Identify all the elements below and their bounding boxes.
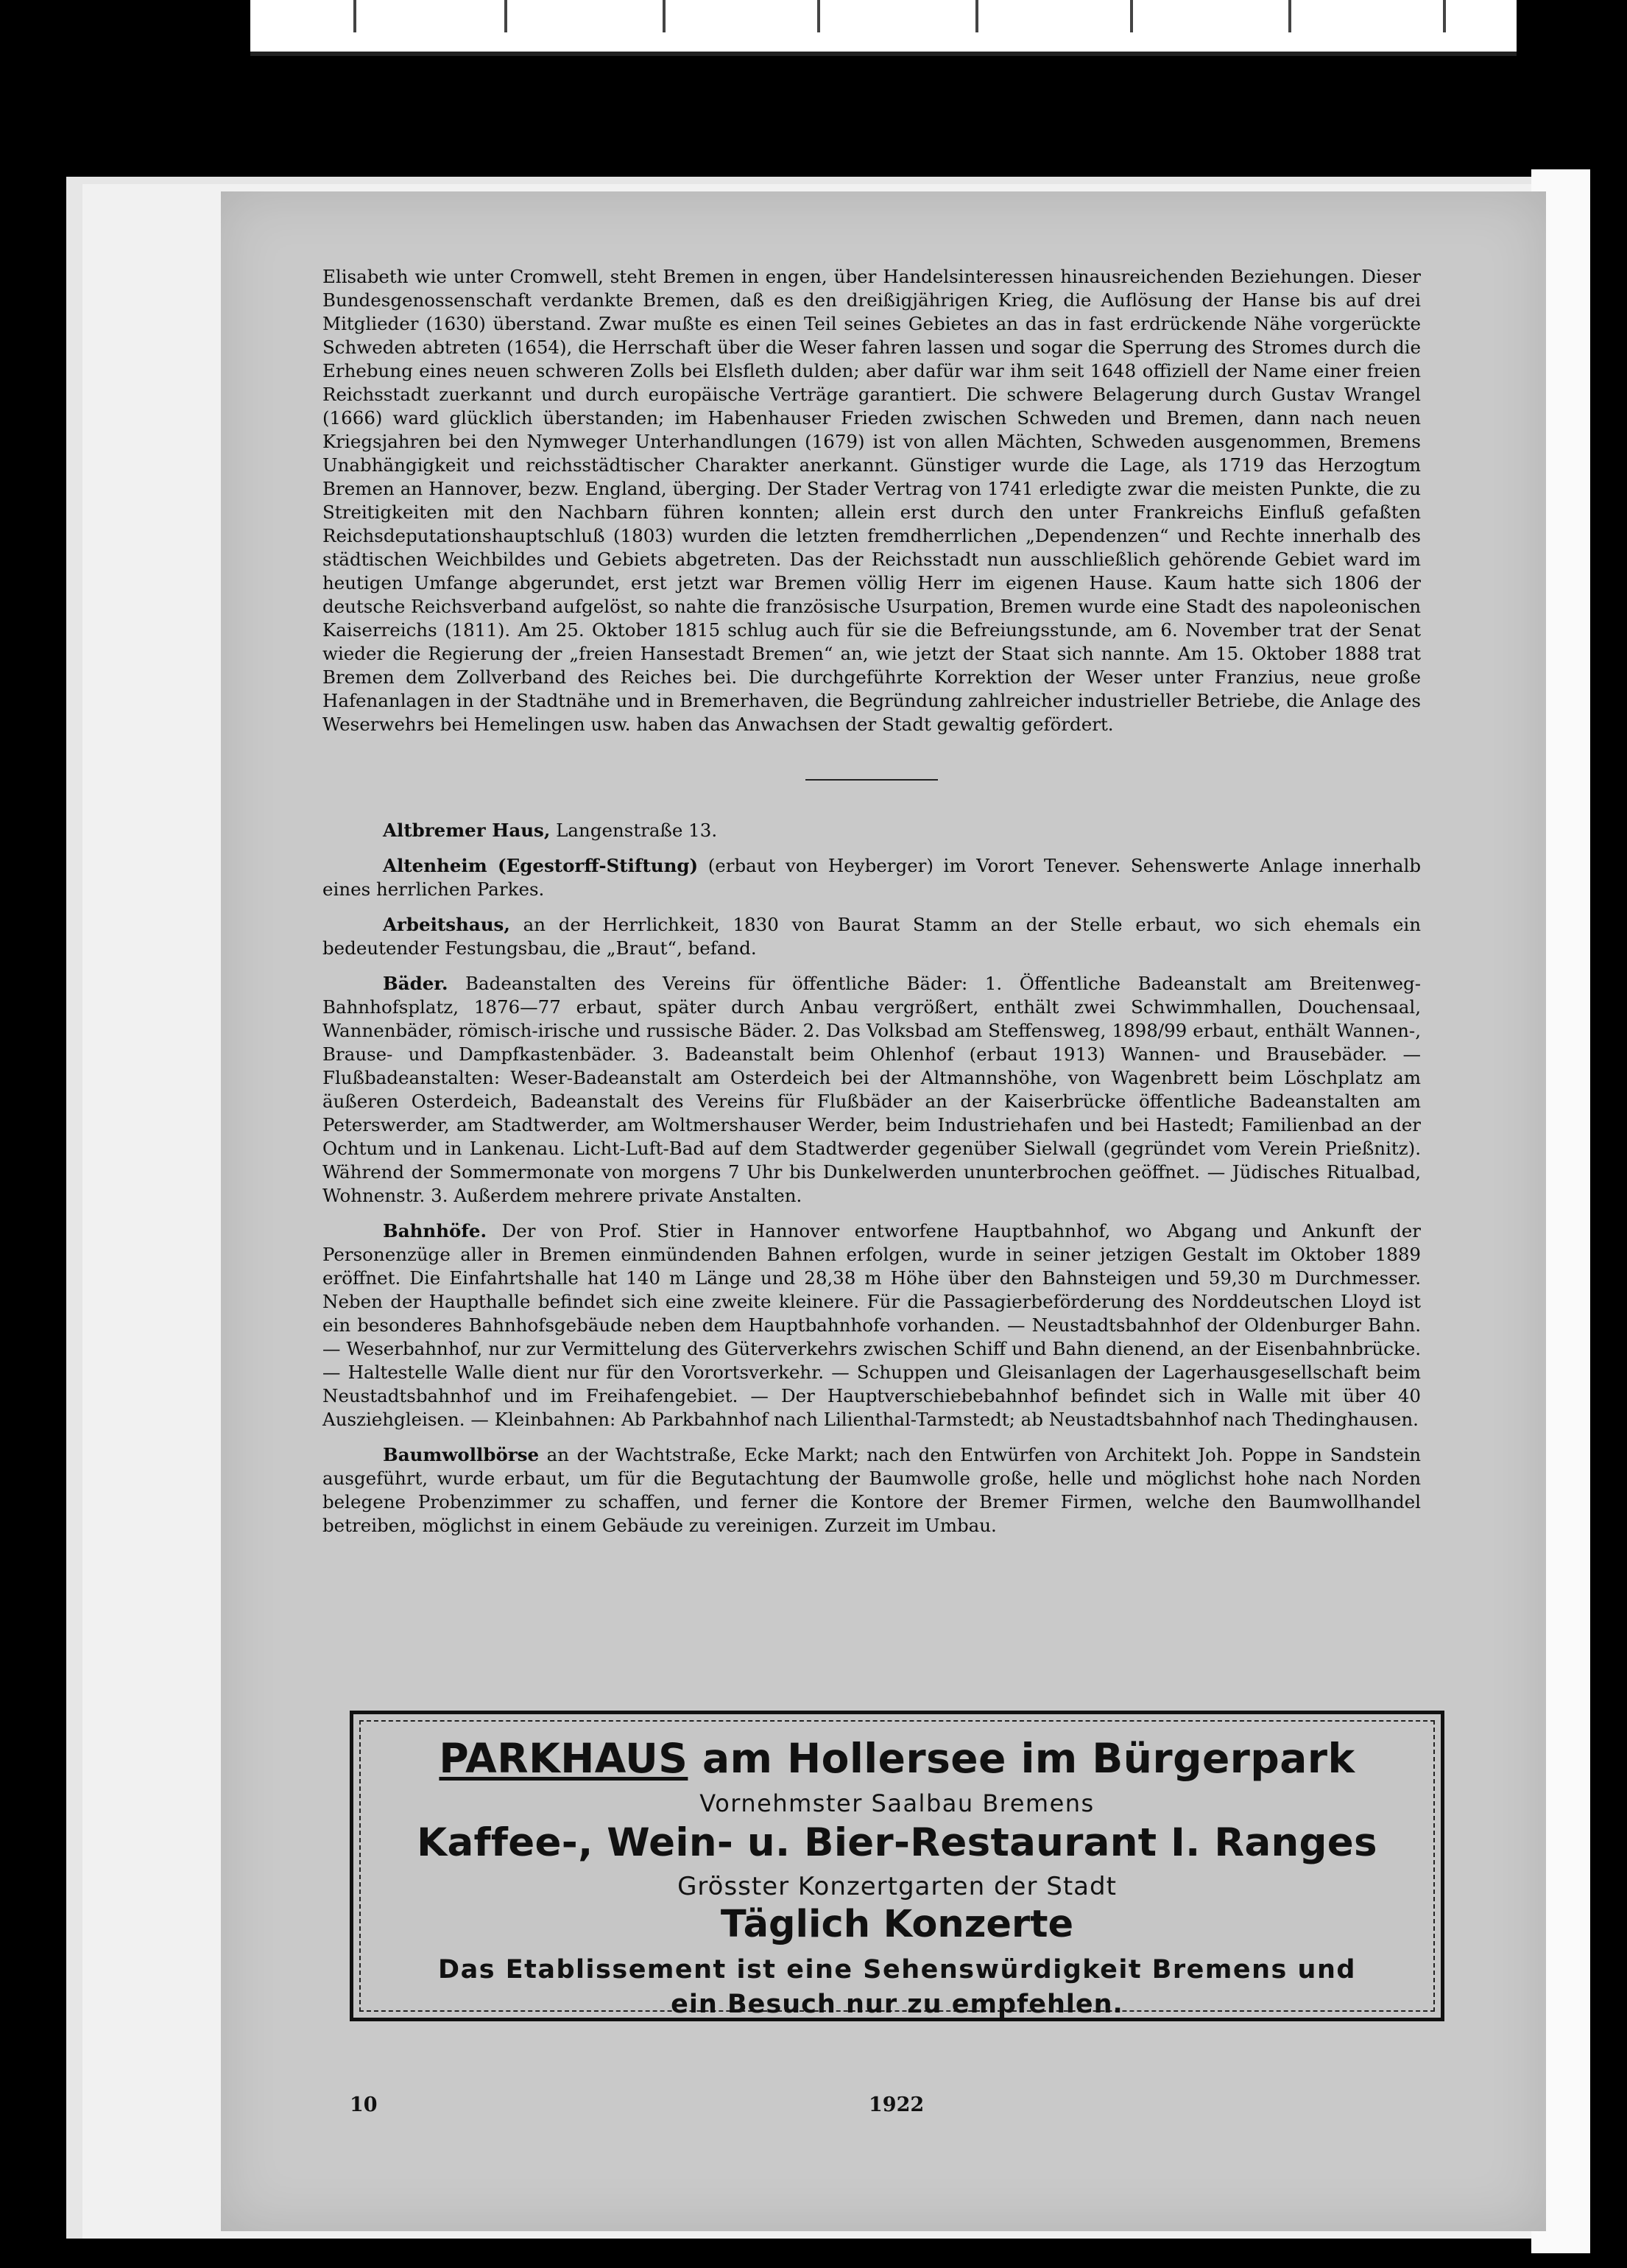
page-number: 10 bbox=[350, 2093, 378, 2116]
film-tick bbox=[817, 0, 820, 32]
ad-garden-line: Grösster Konzertgarten der Stadt bbox=[677, 1872, 1117, 1901]
entry-altbremer-haus bbox=[322, 819, 1421, 842]
ad-concerts-line: Täglich Konzerte bbox=[720, 1903, 1074, 1946]
entry-heading: Arbeitshaus, bbox=[383, 914, 510, 935]
history-paragraph: Elisabeth wie unter Cromwell, steht Bremen in engen, über Handelsinteressen hinausreichenden Beziehungen. Dieser Bundesgenossenschaft verdankte Bremen, daß es den dreißigjährigen Krieg, die Auflösung der Hanse bis auf drei Mitglieder (1630) überstand. Zwar mußte es einen Teil seines Gebietes an das in fast erdrückende Nähe vorgerückte Schweden abtreten (1654), die Herrschaft über die Weser fahren lassen und sogar die Sperrung des Stromes durch die Erhebung eines neuen schweren Zolls bei Elsfleth dulden; aber dafür war ihm seit 1648 offiziell der Name einer freien Reichsstadt zuerkannt und durch europäische Verträge garantiert. Die schwere Belagerung durch Gustav Wrangel (1666) ward glücklich überstanden; im Habenhauser Frieden zwischen Schweden und Bremen, dann nach neuen Kriegsjahren bei den Nymweger Unterhandlungen (1679) ist von allen Mächten, Schweden ausgenommen, Bremens Unabhängigkeit und reichsstädtischer Charakter anerkannt. Günstiger wurde die Lage, als 1719 das Herzogtum Bremen an Hannover, bezw. England, überging. Der Stader Vertrag von 1741 erledigte zwar die meisten Punkte, die zu Streitigkeiten mit den Nachbarn führen konnten; allein erst durch den unter Frankreichs Einfluß gefaßten Reichsdeputationshauptschluß (1803) wurden die letzten fremdherrlichen „Dependenzen“ und Rechte innerhalb des städtischen Weichbildes und Gebiets abgetreten. Das der Reichsstadt nun ausschließlich gehörende Gebiet ward im heutigen Umfange abgerundet, erst jetzt war Bremen völlig Herr im eigenen Hause. Kaum hatte sich 1806 der deutsche Reichsverband aufgelöst, so nahte die französische Usurpation, Bremen wurde eine Stadt des napoleonischen Kaiserreichs (1811). Am 25. Oktober 1815 schlug auch für sie die Befreiungsstunde, am 6. November trat der Senat wieder die Regierung der „freien Hansestadt Bremen“ an, wie jetzt der Staat sich nannte. Am 15. Oktober 1888 trat Bremen dem Zollverband des Reiches bei. Die durchgeführte Korrektion der Weser unter Franzius, neue große Hafenanlagen in der Stadtnähe und in Bremerhaven, die Begründung zahlreicher industrieller Betriebe, die Anlage des Weserwehrs bei Hemelingen usw. haben das Anwachsen der Stadt gewaltig gefördert. bbox=[322, 266, 1421, 735]
document-page bbox=[221, 191, 1546, 2231]
entry-heading: Altenheim (Egestorff-Stiftung) bbox=[383, 855, 699, 876]
entry-text: Badeanstalten des Vereins für öffentliche Bäder: 1. Öffentliche Badeanstalt am Breitenweg-Bahnhofsplatz, 1876—77 erbaut, später durch Anbau vergrößert, enthält zwei Schwimmhallen, Douchensaal, Wannenbäder, römisch-irische und russische Bäder. 2. Das Volksbad am Steffensweg, 1898/99 erbaut, enthält Wannen-, Brause- und Dampfkastenbäder. 3. Badeanstalt beim Ohlenhof (erbaut 1913) Wannen- und Brausebäder. — Flußbadeanstalten: Weser-Badeanstalt am Osterdeich bei der Altmannshöhe, von Wagenbrett beim Löschplatz am äußeren Osterdeich, Badeanstalt des Vereins für Flußbäder an der Kaiserbrücke öffentliche Badeanstalten am Peterswerder, am Stadtwerder, am Woltmershauser Werder, beim Industriehafen und bei Hastedt; Familienbad an der Ochtum und in Lankenau. Licht-Luft-Bad auf dem Stadtwerder gegenüber Sielwall (gegründet vom Verein Prießnitz). Während der Sommermonate von morgens 7 Uhr bis Dunkelwerden ununterbrochen geöffnet. — Jüdisches Ritualbad, Wohnenstr. 3. Außerdem mehrere private Anstalten. bbox=[322, 973, 1421, 1206]
film-tick bbox=[1443, 0, 1446, 32]
entry-text: an der Herrlichkeit, 1830 von Baurat Stamm an der Stelle erbaut, wo sich ehemals ein bedeutender Festungsbau, die „Braut“, befand. bbox=[322, 914, 1421, 959]
entry-altenheim bbox=[322, 854, 1421, 901]
ad-dashed-frame bbox=[359, 1720, 1435, 2019]
film-tick bbox=[663, 0, 666, 32]
microfilm-top-edge bbox=[250, 0, 1517, 56]
entry-heading: Bäder. bbox=[383, 973, 448, 994]
entry-bahnhoefe bbox=[322, 1219, 1421, 1431]
entry-text: Der von Prof. Stier in Hannover entworfene Hauptbahnhof, wo Abgang und Ankunft der Personenzüge aller in Bremen einmündenden Bahnen erfolgen, wurde in seiner jetzigen Gestalt im Oktober 1889 eröffnet. Die Einfahrtshalle hat 140 m Länge und 28,38 m Höhe über den Bahnsteigen und 59,30 m Durchmesser. Neben der Haupthalle befindet sich eine zweite kleinere. Für die Passagierbeförderung des Norddeutschen Lloyd ist ein besonderes Bahnhofsgebäude neben dem Hauptbahnhofe vorhanden. — Neustadtsbahnhof der Oldenburger Bahn. — Weserbahnhof, nur zur Vermittelung des Güterverkehrs zwischen Schiff und Bahn dienend, an der Eisenbahnbrücke. — Haltestelle Walle dient nur für den Vorortsverkehr. — Schuppen und Gleisanlagen der Lagerhausgesellschaft beim Neustadtsbahnhof und im Freihafengebiet. — Der Hauptverschiebebahnhof befindet sich in Walle mit über 40 Ausziehgleisen. — Kleinbahnen: Ab Parkbahnhof nach Lilienthal-Tarmstedt; ab Neustadtsbahnhof nach Thedinghausen. bbox=[322, 1220, 1421, 1430]
ad-headline-rest: am Hollersee im Bürgerpark bbox=[688, 1735, 1355, 1782]
entry-text: an der Wachtstraße, Ecke Markt; nach den Entwürfen von Architekt Joh. Poppe in Sandstein ausgeführt, wurde erbaut, um für die Begutachtung der Baumwolle große, helle und möglichst hohe nach Norden belegene Probenzimmer zu schaffen, und ferner die Kontore der Bremer Firmen, welche den Baumwollhandel betreiben, möglichst in einem Gebäude zu vereinigen. Zurzeit im Umbau. bbox=[322, 1444, 1421, 1536]
ad-tagline-1: Das Etablissement ist eine Sehenswürdigkeit Bremens und bbox=[438, 1955, 1356, 1984]
entry-text: (erbaut von Heyberger) im Vorort Tenever. Sehenswerte Anlage innerhalb eines herrlichen Parkes. bbox=[322, 855, 1422, 900]
ad-tagline-2: ein Besuch nur zu empfehlen. bbox=[671, 1990, 1123, 2019]
entry-heading: Altbremer Haus, bbox=[383, 820, 551, 841]
ad-brand: PARKHAUS bbox=[439, 1735, 688, 1782]
film-tick bbox=[1288, 0, 1291, 32]
section-divider bbox=[805, 779, 938, 781]
entry-text: Langenstraße 13. bbox=[550, 820, 718, 841]
ad-headline bbox=[361, 1735, 1433, 1782]
ad-restaurant-line: Kaffee-, Wein- u. Bier-Restaurant I. Ranges bbox=[417, 1820, 1377, 1865]
entry-baumwollboerse bbox=[322, 1443, 1421, 1538]
entry-heading: Bahnhöfe. bbox=[383, 1220, 487, 1242]
film-tick bbox=[353, 0, 356, 32]
entry-arbeitshaus bbox=[322, 913, 1421, 960]
parkhaus-advertisement bbox=[350, 1711, 1444, 2021]
film-tick bbox=[975, 0, 978, 32]
entry-baeder bbox=[322, 972, 1421, 1208]
page-year: 1922 bbox=[869, 2093, 925, 2116]
page-body-text bbox=[322, 265, 1421, 1538]
entry-heading: Baumwollbörse bbox=[383, 1444, 540, 1465]
ad-subtitle: Vornehmster Saalbau Bremens bbox=[699, 1789, 1095, 1817]
film-tick bbox=[1130, 0, 1133, 32]
film-tick bbox=[504, 0, 507, 32]
